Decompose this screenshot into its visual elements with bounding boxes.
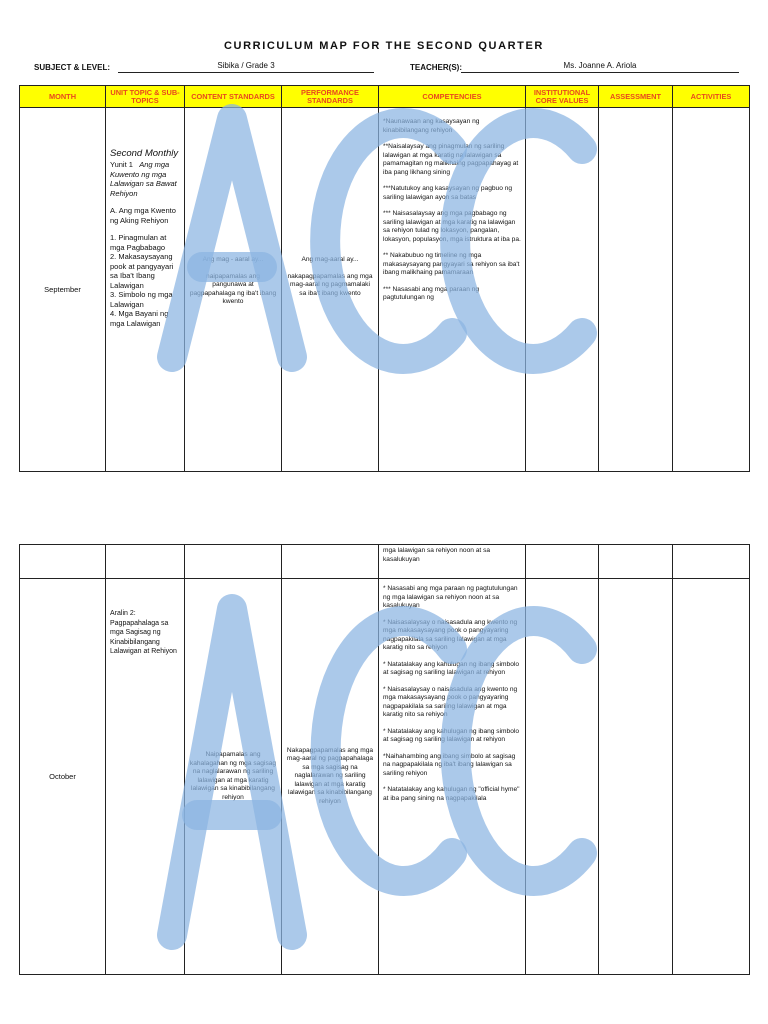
competency-item: *** Nasasabi ang mga paraan ng pagtutulungan ng: [383, 285, 480, 301]
core-values-cell: [526, 579, 599, 975]
unit-number: Yunit 1: [110, 160, 133, 169]
content-standard-text: naipapamalas ang pangunawa at pagpapahalaga ng iba't ibang kwento: [189, 272, 277, 305]
continuation-row: [20, 545, 750, 579]
performance-standards-cell: [282, 108, 379, 472]
unit-title: Second Monthly: [110, 148, 179, 159]
header-competencies: COMPETENCIES: [379, 86, 526, 108]
month-cell-september: [20, 108, 106, 472]
header-content-standards: CONTENT STANDARDS: [185, 86, 282, 108]
month-cell-october: [20, 579, 106, 975]
competency-item: **Naisalaysay ang pinagmulan ng sariling lalawigan at mga karatig na lalawigan sa pamamagitan ng malikhaing pagpapahayag at iba pang likhang sining: [383, 143, 519, 176]
competency-item: * Natatalakay ang kahulugan ng ibang simbolo at sagisag ng sariling lalawigan at rehiyon: [383, 660, 519, 676]
competency-item: * Naisasalaysay o naisasadula ang kwento ng mga makasaysayang pook o pangyayaring nagpapakilala sa sariling lalawigan at mga karatig nito sa rehiyon: [383, 618, 518, 651]
unit-topic-cell: [106, 579, 185, 975]
competencies-cell: [379, 579, 526, 975]
subject-value: Sibika / Grade 3: [118, 61, 374, 73]
competencies-cell: [379, 108, 526, 472]
month-october: October: [49, 772, 76, 781]
performance-standards-cell: [282, 579, 379, 975]
content-standard-lead: Ang mag - aaral ay...: [202, 256, 264, 263]
header-activities: ACTIVITIES: [673, 86, 750, 108]
header-month: MONTH: [20, 86, 106, 108]
header-core-values: INSTITUTIONAL CORE VALUES: [526, 86, 599, 108]
list-item: 4. Mga Bayani ng mga Lalawigan: [110, 309, 169, 328]
continuation-text: mga lalawigan sa rehiyon noon at sa kasalukuyan: [383, 547, 491, 563]
competency-item: ***Natutukoy ang kasaysayan ng pagbuo ng sariling lalawigan ayon sa batas: [383, 185, 513, 201]
unit-line: [110, 160, 180, 198]
activities-cell: [673, 579, 750, 975]
october-row: [20, 579, 750, 975]
competency-item: ** Nakabubuo ng timeline ng mga makasaysayang pangyayari sa rehiyon sa iba't ibang malikhaing pamamaraan: [383, 252, 520, 276]
core-values-cell: [526, 108, 599, 472]
content-standards-cell: [185, 108, 282, 472]
continuation-cell: [379, 545, 526, 579]
competency-item: * Naisasalaysay o naisasadula ang kwento ng mga makasaysayang pook o pangyayaring nagpapakilala sa sariling lalawigan at mga karatig nito sa rehiyon: [383, 685, 518, 718]
competency-item: *Naihahambing ang ibang simbolo at sagisag na nagpapakilala ng iba't ibang lalawigan sa sariling rehiyon: [383, 752, 516, 777]
competency-item: * Natatalakay ang kahulugan ng "official hyme" at iba pang sining na nagpapakilala: [383, 786, 520, 802]
competency-item: * Natatalakay ang kahulugan ng ibang simbolo at sagisag ng sariling lalawigan at rehiyon: [383, 727, 519, 743]
subtopic-list: [110, 233, 180, 328]
header-performance-standards: PERFORMANCE STANDARDS: [282, 86, 379, 108]
performance-standard-text: nakapagpapamalas ang mga mag-aaral ng pagmamalaki sa iba't ibang kwento: [287, 272, 373, 297]
curriculum-table-october: [19, 544, 750, 975]
activities-cell: [673, 108, 750, 472]
month-september: September: [44, 285, 81, 294]
teacher-value: Ms. Joanne A. Ariola: [461, 61, 739, 73]
header-row: [20, 86, 750, 108]
aralin-text: Aralin 2: Pagpapahalaga sa mga Sagisag ng Kinabibilangang Lalawigan at Rehiyon: [110, 610, 177, 655]
list-item: 2. Makasaysayang pook at pangyayari sa Iba't Ibang Lalawigan: [110, 252, 174, 290]
unit-subtopic-a: A. Ang mga Kwento ng Aking Rehiyon: [110, 206, 176, 225]
competency-item: *Naunawaan ang kasaysayan ng kinabibilangang rehiyon: [383, 118, 480, 134]
content-standards-cell: [185, 579, 282, 975]
list-item: 1. Pinagmulan at mga Pagbabago: [110, 233, 167, 252]
document-title: CURRICULUM MAP FOR THE SECOND QUARTER: [224, 40, 544, 52]
teacher-label: TEACHER(S):: [410, 63, 462, 72]
unit-name: Ang mga Kuwento ng mga Lalawigan sa Bawat Rehiyon: [110, 160, 177, 198]
performance-standard-lead: Ang mag-aaral ay...: [301, 256, 359, 263]
subject-label: SUBJECT & LEVEL:: [34, 63, 111, 72]
competency-item: *** Naisasalaysay ang mga pagbabago ng sariling lalawigan at mga karatig na lalawigan sa rehiyon tulad ng lokasyon, pangalan, lokasyon, populasyon, mga istruktura at iba pa.: [383, 210, 521, 243]
list-item: 3. Simbolo ng mga Lalawigan: [110, 290, 173, 309]
competency-item: * Nasasabi ang mga paraan ng pagtutulungan ng mga lalawigan sa rehiyon noon at sa kasalukuyan: [383, 585, 518, 609]
curriculum-table-september: [19, 85, 750, 472]
header-assessment: ASSESSMENT: [599, 86, 673, 108]
header-unit-topic: UNIT TOPIC & SUB-TOPICS: [106, 86, 185, 108]
assessment-cell: [599, 579, 673, 975]
performance-standard-text: Nakapagpapamalas ang mga mag-aaral ng pagpapahalaga sa mga sagisag na naglalarawan ng sariling lalawigan at mga karatig lalawigan sa kinabibilangang rehiyon: [286, 746, 374, 805]
unit-topic-cell: [106, 108, 185, 472]
assessment-cell: [599, 108, 673, 472]
september-row: [20, 108, 750, 472]
content-standard-text: Naipapamalas ang kahalagahan ng mga sagisag na naglalarawan ng sariling lalawigan at mga karatig lalawigan sa kinabibilangang rehiyon: [189, 751, 277, 801]
